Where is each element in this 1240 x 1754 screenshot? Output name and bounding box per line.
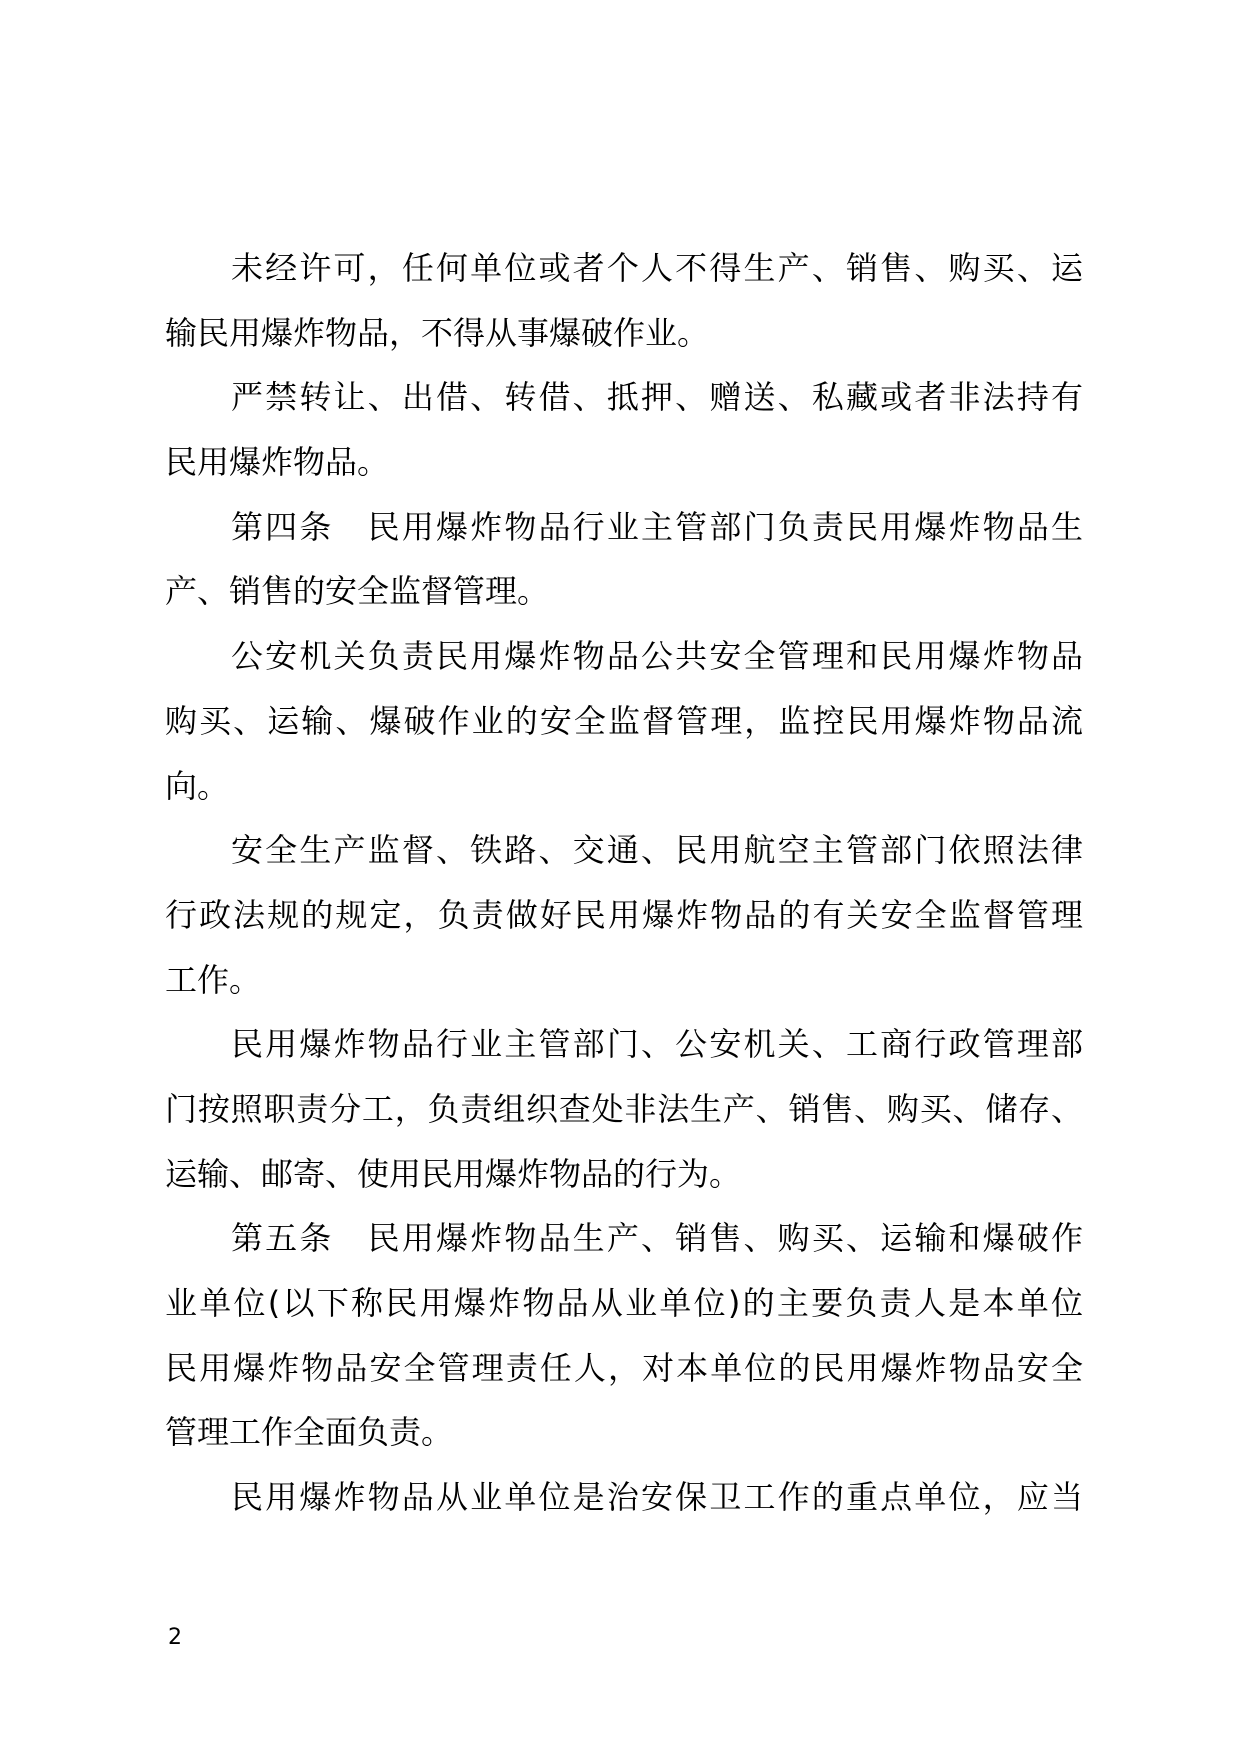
paragraph [165, 1206, 1083, 1465]
paragraph [165, 495, 1083, 624]
text-line: 产、销售的安全监督管理。 [165, 572, 550, 611]
text-line: 安全生产监督、铁路、交通、民用航空主管部门依照法律 [231, 831, 1083, 870]
paragraph [165, 818, 1083, 1012]
paragraph [165, 365, 1083, 494]
text-line: 第五条 民用爆炸物品生产、销售、购买、运输和爆破作 [231, 1219, 1083, 1258]
text-line: 行政法规的规定，负责做好民用爆炸物品的有关安全监督管理 [165, 895, 1083, 934]
text-line: 民用爆炸物品安全管理责任人，对本单位的民用爆炸物品安全 [165, 1348, 1083, 1387]
text-line: 民用爆炸物品行业主管部门、公安机关、工商行政管理部 [231, 1025, 1083, 1064]
page-number: 2 [168, 1625, 182, 1650]
text-line: 向。 [165, 766, 230, 805]
text-line: 公安机关负责民用爆炸物品公共安全管理和民用爆炸物品 [231, 637, 1083, 676]
paragraph [165, 236, 1083, 365]
paragraph [165, 1465, 1083, 1530]
text-line: 民用爆炸物品。 [165, 443, 390, 482]
text-line: 第四条 民用爆炸物品行业主管部门负责民用爆炸物品生 [231, 507, 1083, 546]
document-body [165, 236, 1083, 1530]
text-line: 严禁转让、出借、转借、抵押、赠送、私藏或者非法持有 [231, 378, 1083, 417]
text-line: 民用爆炸物品从业单位是治安保卫工作的重点单位，应当 [231, 1478, 1083, 1517]
paragraph [165, 624, 1083, 818]
text-line: 未经许可，任何单位或者个人不得生产、销售、购买、运 [231, 249, 1083, 287]
text-line: 业单位(以下称民用爆炸物品从业单位)的主要负责人是本单位 [165, 1284, 1083, 1322]
text-line: 工作。 [165, 960, 262, 999]
text-line: 管理工作全面负责。 [165, 1413, 454, 1452]
text-line: 门按照职责分工，负责组织查处非法生产、销售、购买、储存、 [165, 1089, 1083, 1128]
text-line: 购买、运输、爆破作业的安全监督管理，监控民用爆炸物品流 [165, 701, 1083, 740]
text-line: 运输、邮寄、使用民用爆炸物品的行为。 [165, 1154, 742, 1193]
paragraph [165, 1012, 1083, 1206]
text-line: 输民用爆炸物品，不得从事爆破作业。 [165, 313, 710, 352]
